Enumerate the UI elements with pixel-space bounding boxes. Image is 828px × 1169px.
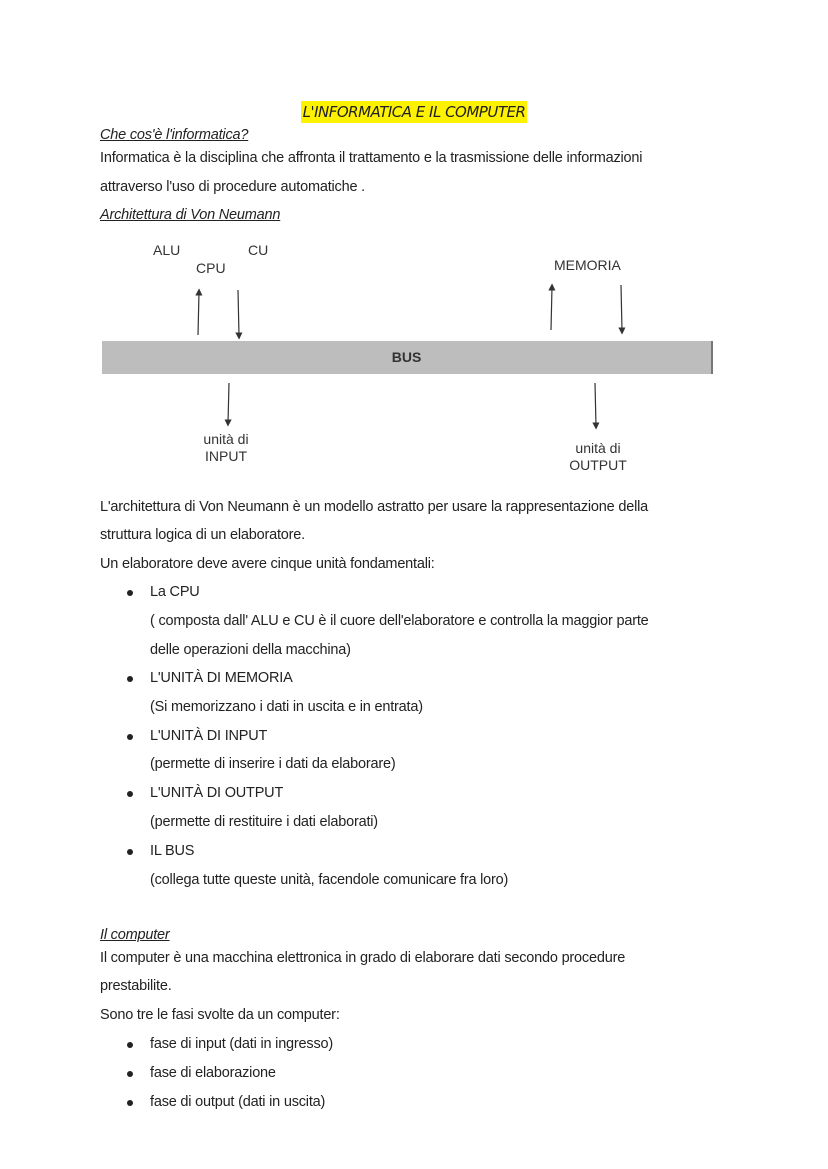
list-item-label: L'UNITÀ DI OUTPUT <box>150 785 284 801</box>
input-label-line1: unità di <box>203 431 249 447</box>
diagram-label-output <box>562 440 634 474</box>
list-item-desc: (collega tutte queste unità, facendole comunicare fra loro) <box>150 872 509 888</box>
list-item: fase di input (dati in ingresso) <box>150 1036 334 1052</box>
arrow-up-icon <box>551 287 552 330</box>
diagram-label-memoria: MEMORIA <box>554 257 621 273</box>
list-item-desc: (permette di restituire i dati elaborati) <box>150 814 378 830</box>
list-item-desc: ( composta dall' ALU e CU è il cuore dell'elaboratore e controlla la maggior parte <box>150 613 649 629</box>
list-item-desc: (Si memorizzano i dati in uscita e in entrata) <box>150 699 423 715</box>
bullet-icon <box>127 734 133 740</box>
list-item-label: IL BUS <box>150 843 195 859</box>
paragraph-line: L'architettura di Von Neumann è un modello astratto per usare la rappresentazione della <box>100 499 648 515</box>
bus-label: BUS <box>391 349 422 365</box>
paragraph-line: Sono tre le fasi svolte da un computer: <box>100 1007 340 1023</box>
list-item: fase di elaborazione <box>150 1065 276 1081</box>
list-item-desc: (permette di inserire i dati da elaborare) <box>150 756 396 772</box>
arrow-down-icon <box>228 383 229 423</box>
paragraph-line: Un elaboratore deve avere cinque unità fondamentali: <box>100 556 435 572</box>
list-item-label: L'UNITÀ DI MEMORIA <box>150 670 293 686</box>
paragraph-line: struttura logica di un elaboratore. <box>100 527 305 543</box>
paragraph-line: Informatica è la disciplina che affronta il trattamento e la trasmissione delle informazioni <box>100 150 643 166</box>
bullet-icon <box>127 791 133 797</box>
diagram-arrows <box>0 0 828 500</box>
output-label-line2: OUTPUT <box>569 457 627 473</box>
input-label-line2: INPUT <box>205 448 247 464</box>
bullet-icon <box>127 1100 133 1106</box>
document-title: L'INFORMATICA E IL COMPUTER <box>302 103 526 121</box>
diagram-label-cpu: CPU <box>196 260 226 276</box>
section-heading-von-neumann: Architettura di Von Neumann <box>100 207 281 223</box>
arrow-down-icon <box>238 290 239 336</box>
arrow-down-icon <box>595 383 596 426</box>
list-item-label: La CPU <box>150 584 200 600</box>
diagram-label-cu: CU <box>248 242 269 258</box>
paragraph-line: attraverso l'uso di procedure automatiche . <box>100 179 365 195</box>
list-item-label: L'UNITÀ DI INPUT <box>150 728 268 744</box>
bullet-icon <box>127 590 133 596</box>
bullet-icon <box>127 849 133 855</box>
bullet-icon <box>127 1071 133 1077</box>
paragraph-line: Il computer è una macchina elettronica in grado di elaborare dati secondo procedure <box>100 950 626 966</box>
bullet-icon <box>127 1042 133 1048</box>
list-item-desc: delle operazioni della macchina) <box>150 642 351 658</box>
diagram-label-alu: ALU <box>153 242 181 258</box>
bullet-icon <box>127 676 133 682</box>
section-heading-computer: Il computer <box>100 927 170 943</box>
diagram-label-input <box>196 431 256 465</box>
list-item: fase di output (dati in uscita) <box>150 1094 326 1110</box>
section-heading-informatica: Che cos'è l'informatica? <box>100 127 249 143</box>
paragraph-line: prestabilite. <box>100 978 172 994</box>
arrow-up-icon <box>198 292 199 335</box>
output-label-line1: unità di <box>575 440 621 456</box>
arrow-down-icon <box>621 285 622 331</box>
